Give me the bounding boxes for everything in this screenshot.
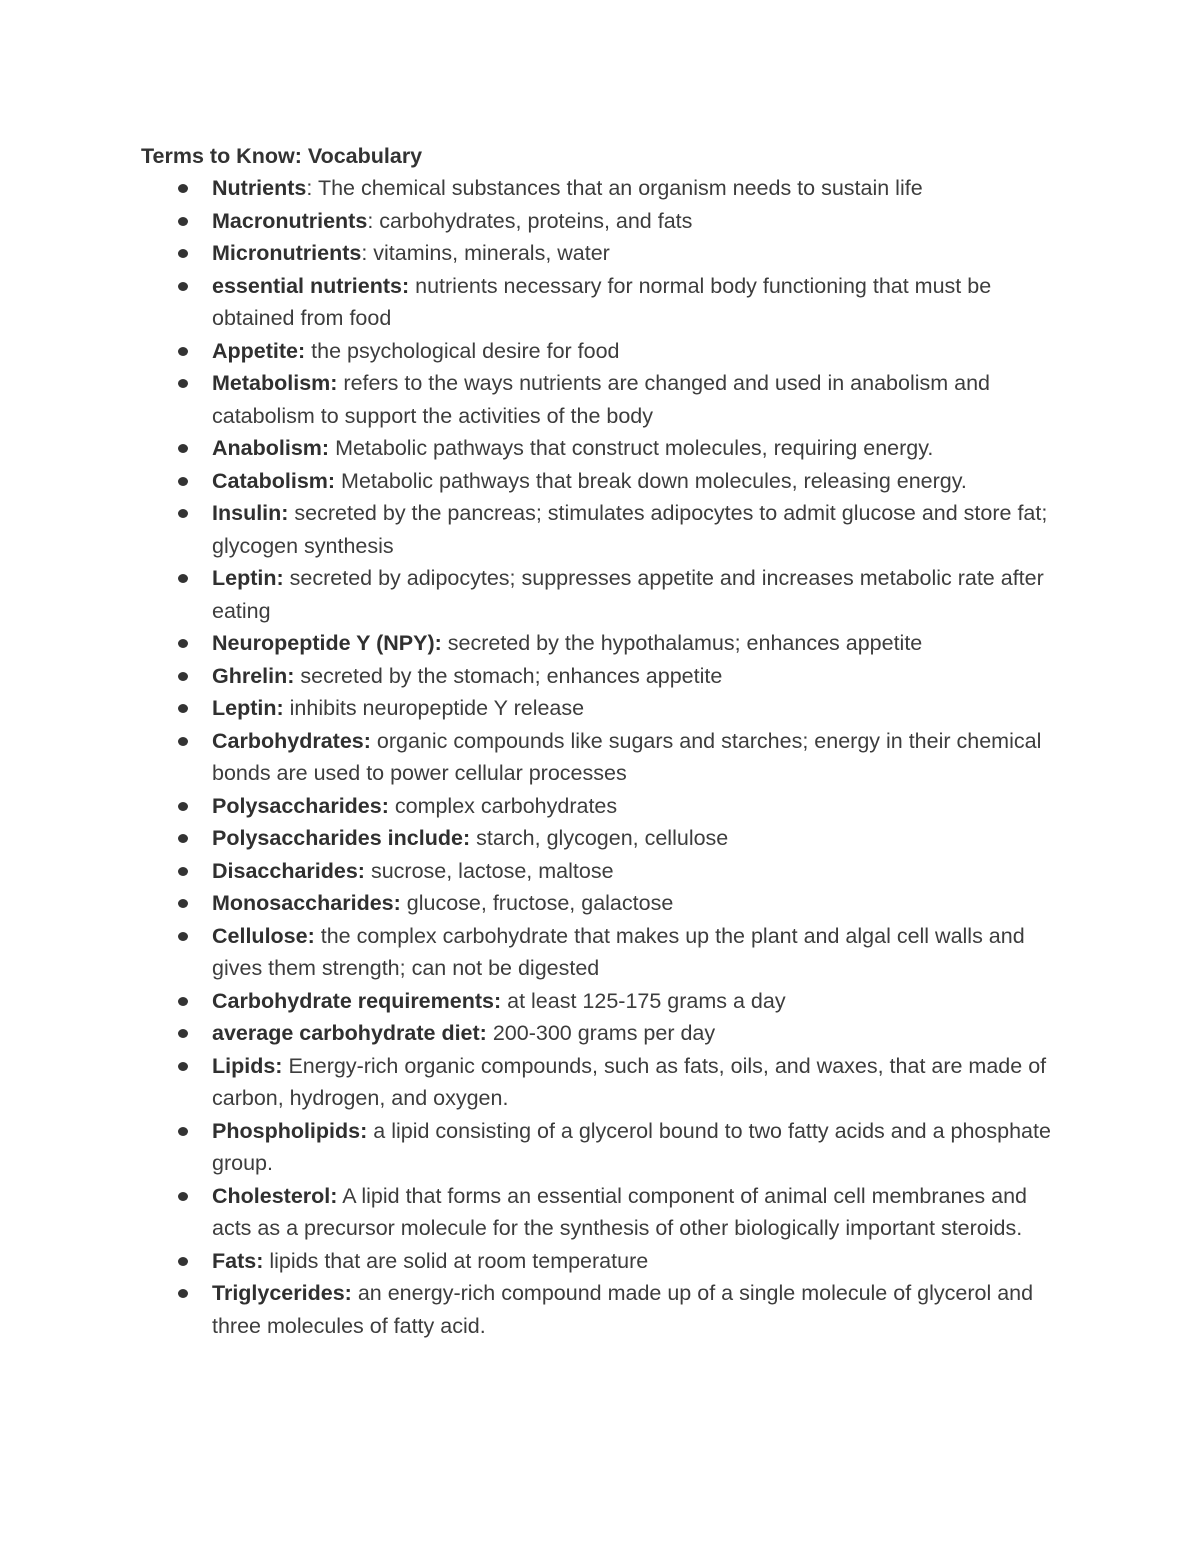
bullet-icon xyxy=(178,347,188,356)
bullet-icon xyxy=(178,574,188,583)
term-label: Appetite: xyxy=(212,338,306,363)
bullet-icon xyxy=(178,509,188,518)
vocabulary-item xyxy=(212,270,1072,335)
term-definition: carbohydrates, proteins, and fats xyxy=(379,208,693,233)
vocabulary-item xyxy=(212,1115,1072,1180)
bullet-icon xyxy=(178,932,188,941)
term-definition: secreted by the stomach; enhances appetite xyxy=(300,663,723,688)
bullet-icon xyxy=(178,737,188,746)
bullet-icon xyxy=(178,997,188,1006)
term-definition: vitamins, minerals, water xyxy=(373,241,610,265)
bullet-icon xyxy=(178,867,188,876)
term-separator: : xyxy=(367,208,380,233)
vocabulary-item xyxy=(212,237,1072,270)
vocabulary-item xyxy=(212,920,1072,985)
vocabulary-item xyxy=(212,725,1072,790)
vocabulary-item xyxy=(212,1017,1072,1050)
bullet-icon xyxy=(178,282,188,291)
vocabulary-item xyxy=(212,497,1072,562)
term-label: Lipids: xyxy=(212,1053,283,1078)
term-definition: the psychological desire for food xyxy=(311,338,620,363)
term-definition: organic compounds like sugars and starches; energy in their chemical bonds are used to power cellular processes xyxy=(212,728,1042,785)
bullet-icon xyxy=(178,672,188,681)
bullet-icon xyxy=(178,1127,188,1136)
term-definition: at least 125-175 grams a day xyxy=(507,988,786,1013)
vocabulary-item xyxy=(212,1245,1072,1278)
bullet-icon xyxy=(178,184,188,193)
bullet-icon xyxy=(178,477,188,486)
vocabulary-item xyxy=(212,205,1072,238)
vocabulary-item xyxy=(212,692,1072,725)
term-separator: : xyxy=(306,176,318,200)
term-definition: the complex carbohydrate that makes up the plant and algal cell walls and gives them strength; can not be digested xyxy=(212,923,1025,980)
bullet-icon xyxy=(178,704,188,713)
term-definition: inhibits neuropeptide Y release xyxy=(289,696,585,720)
vocabulary-item xyxy=(212,367,1072,432)
term-label: Micronutrients xyxy=(212,241,362,265)
term-label: Triglycerides: xyxy=(212,1281,352,1305)
term-label: Neuropeptide Y (NPY): xyxy=(212,631,442,655)
term-definition: nutrients necessary for normal body functioning that must be obtained from food xyxy=(212,273,992,330)
bullet-icon xyxy=(178,1029,188,1038)
term-label: Disaccharides: xyxy=(212,858,365,883)
term-label: Carbohydrates: xyxy=(212,728,371,753)
bullet-icon xyxy=(178,217,188,226)
vocabulary-item xyxy=(212,822,1072,855)
vocabulary-list xyxy=(212,172,1072,1342)
term-label: Cholesterol: xyxy=(212,1183,338,1208)
term-label: Polysaccharides include: xyxy=(212,826,471,850)
term-label: Polysaccharides: xyxy=(212,793,389,818)
term-label: Cellulose: xyxy=(212,923,315,948)
term-definition: starch, glycogen, cellulose xyxy=(476,826,729,850)
vocabulary-item xyxy=(212,660,1072,693)
term-definition: The chemical substances that an organism needs to sustain life xyxy=(317,176,923,200)
bullet-icon xyxy=(178,379,188,388)
vocabulary-item xyxy=(212,172,1072,205)
term-label: Catabolism: xyxy=(212,468,336,493)
term-definition: secreted by the hypothalamus; enhances appetite xyxy=(447,631,923,655)
term-definition: Metabolic pathways that break down molecules, releasing energy. xyxy=(341,468,967,493)
term-separator: : xyxy=(361,241,374,265)
term-definition: Energy-rich organic compounds, such as fats, oils, and waxes, that are made of carbon, hydrogen, and oxygen. xyxy=(212,1053,1047,1110)
vocabulary-item xyxy=(212,465,1072,498)
bullet-icon xyxy=(178,1062,188,1071)
vocabulary-item xyxy=(212,432,1072,465)
bullet-icon xyxy=(178,639,188,648)
bullet-icon xyxy=(178,834,188,843)
term-label: Leptin: xyxy=(212,566,284,590)
document-title: Terms to Know: Vocabulary xyxy=(141,144,423,168)
term-label: Insulin: xyxy=(212,501,289,525)
vocabulary-item xyxy=(212,985,1072,1018)
bullet-icon xyxy=(178,1289,188,1298)
vocabulary-item xyxy=(212,1277,1072,1342)
term-definition: secreted by adipocytes; suppresses appetite and increases metabolic rate after eating xyxy=(212,566,1044,623)
term-label: Carbohydrate requirements: xyxy=(212,988,502,1013)
term-label: essential nutrients: xyxy=(212,273,410,298)
vocabulary-item xyxy=(212,1050,1072,1115)
vocabulary-item xyxy=(212,562,1072,627)
term-label: Macronutrients xyxy=(212,208,368,233)
term-definition: glucose, fructose, galactose xyxy=(406,891,674,915)
term-definition: complex carbohydrates xyxy=(394,793,618,818)
term-definition: secreted by the pancreas; stimulates adipocytes to admit glucose and store fat; glycogen synthesis xyxy=(212,501,1048,558)
term-definition: refers to the ways nutrients are changed and used in anabolism and catabolism to support the activities of the body xyxy=(212,371,991,428)
bullet-icon xyxy=(178,444,188,453)
term-label: Ghrelin: xyxy=(212,663,295,688)
term-definition: 200-300 grams per day xyxy=(492,1021,716,1045)
bullet-icon xyxy=(178,1192,188,1201)
vocabulary-item xyxy=(212,627,1072,660)
term-label: Metabolism: xyxy=(212,371,338,395)
term-label: average carbohydrate diet: xyxy=(212,1021,487,1045)
term-label: Nutrients xyxy=(212,176,307,200)
term-definition: lipids that are solid at room temperature xyxy=(269,1248,649,1273)
bullet-icon xyxy=(178,249,188,258)
bullet-icon xyxy=(178,1257,188,1266)
vocabulary-item xyxy=(212,790,1072,823)
term-label: Leptin: xyxy=(212,696,284,720)
term-label: Phospholipids: xyxy=(212,1118,368,1143)
term-label: Fats: xyxy=(212,1248,264,1273)
term-label: Anabolism: xyxy=(212,436,330,460)
bullet-icon xyxy=(178,802,188,811)
bullet-icon xyxy=(178,899,188,908)
term-definition: A lipid that forms an essential component of animal cell membranes and acts as a precursor molecule for the synthesis of other biologically important steroids. xyxy=(212,1183,1028,1240)
term-label: Monosaccharides: xyxy=(212,891,401,915)
vocabulary-item xyxy=(212,855,1072,888)
term-definition: Metabolic pathways that construct molecules, requiring energy. xyxy=(335,436,934,460)
vocabulary-item xyxy=(212,887,1072,920)
vocabulary-item xyxy=(212,1180,1072,1245)
term-definition: sucrose, lactose, maltose xyxy=(370,858,614,883)
term-definition: a lipid consisting of a glycerol bound to two fatty acids and a phosphate group. xyxy=(212,1118,1051,1175)
vocabulary-item xyxy=(212,335,1072,368)
term-definition: an energy-rich compound made up of a single molecule of glycerol and three molecules of fatty acid. xyxy=(212,1281,1034,1338)
